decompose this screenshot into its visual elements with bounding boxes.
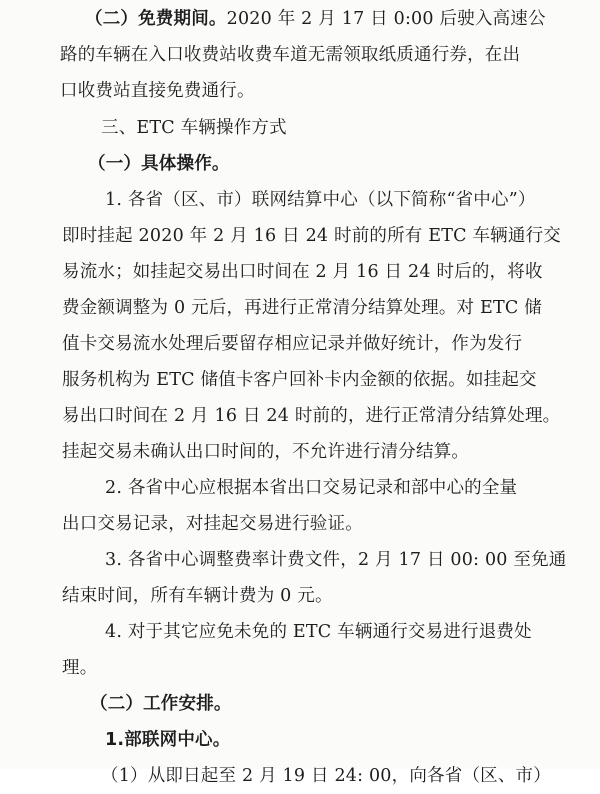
paragraph-4-line: 理。: [62, 658, 98, 678]
paragraph-3-line: 结束时间，所有车辆计费为 0 元。: [62, 586, 333, 606]
paragraph-1-line: 服务机构为 ETC 储值卡客户回补卡内金额的依据。如挂起交: [62, 370, 537, 390]
paragraph-2-line: 出口交易记录，对挂起交易进行验证。: [62, 514, 363, 534]
text-line: 路的车辆在入口收费站收费车道无需领取纸质通行券，在出: [60, 45, 521, 65]
free-period-text: 2020 年 2 月 17 日 0:00 后驶入高速公: [226, 9, 546, 29]
paragraph-1-line: 值卡交易流水处理后要留存相应记录并做好统计，作为发行: [62, 334, 523, 354]
paragraph-1-line: 即时挂起 2020 年 2 月 16 日 24 时前的所有 ETC 车辆通行交: [62, 226, 561, 246]
subheading-ministry-network-center: 1.部联网中心。: [105, 730, 231, 750]
paragraph-1-line: 费金额调整为 0 元后，再进行正常清分结算处理。对 ETC 储: [62, 298, 542, 318]
item-1-line: （1）从即日起至 2 月 19 日 24: 00，向各省（区、市）: [101, 766, 551, 786]
paragraph-3-line: 3. 各省中心调整费率计费文件，2 月 17 日 00: 00 至免通: [105, 550, 567, 570]
paragraph-1-line: 挂起交易未确认出口时间的，不允许进行清分结算。: [62, 442, 470, 462]
paragraph-1-line: 易出口时间在 2 月 16 日 24 时前的，进行正常清分结算处理。: [62, 406, 561, 426]
subheading-work-arrangement: （二）工作安排。: [90, 694, 232, 714]
paragraph-1-line: 1. 各省（区、市）联网结算中心（以下简称“省中心”）: [105, 190, 536, 210]
free-period-heading: （二）免费期间。: [85, 9, 227, 29]
paragraph-1-line: 易流水；如挂起交易出口时间在 2 月 16 日 24 时后的，将收: [62, 262, 543, 282]
paragraph-2-line: 2. 各省中心应根据本省出口交易记录和部中心的全量: [105, 478, 518, 498]
paragraph-4-line: 4. 对于其它应免未免的 ETC 车辆通行交易进行退费处: [105, 622, 532, 642]
section-free-period-line: [85, 1, 546, 37]
text-line: 口收费站直接免费通行。: [60, 81, 255, 101]
section-heading-etc: 三、ETC 车辆操作方式: [101, 118, 287, 138]
subheading-specific-operations: （一）具体操作。: [88, 154, 230, 174]
